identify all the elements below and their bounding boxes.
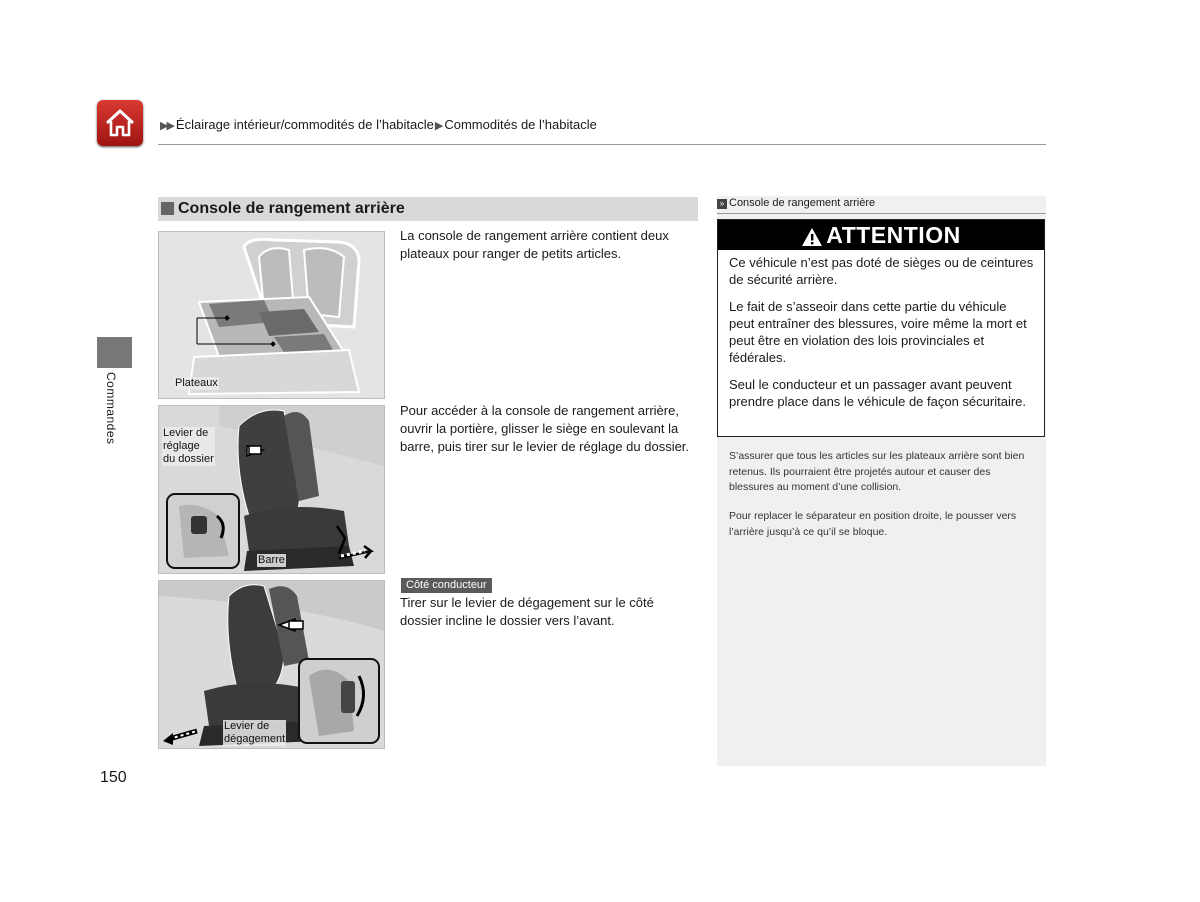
label-barre: Barre bbox=[258, 554, 285, 566]
reference-arrow-icon: » bbox=[717, 199, 727, 209]
section-title: Console de rangement arrière bbox=[178, 200, 405, 217]
attention-title: ATTENTION bbox=[826, 222, 961, 248]
body-paragraph-2: Pour accéder à la console de rangement arrière, ouvrir la portière, glisser le siège en soulevant la barre, puis tirer sur le levier de réglage du dossier. bbox=[400, 403, 690, 454]
breadcrumb-arrow-icon: ▶▶ bbox=[160, 120, 173, 132]
warning-triangle-icon bbox=[801, 227, 823, 247]
header-divider bbox=[158, 144, 1046, 145]
breadcrumb-link-commodites[interactable]: Commodités de l’habitacle bbox=[444, 117, 597, 132]
sidebar-note-2: Pour replacer le séparateur en position droite, le pousser vers l’arrière jusqu’à ce qu’il se bloque. bbox=[729, 510, 1017, 538]
attention-paragraph-1: Ce véhicule n’est pas doté de sièges ou de ceintures de sécurité arrière. bbox=[729, 255, 1034, 287]
figure-seat-slide bbox=[158, 405, 385, 574]
home-icon bbox=[104, 107, 136, 139]
label-levier-reglage: Levier de réglage du dossier bbox=[163, 427, 214, 465]
chapter-tab-label: Commandes bbox=[104, 372, 118, 445]
rear-seat-illustration bbox=[159, 232, 384, 398]
breadcrumb-link-eclairage[interactable]: Éclairage intérieur/commodités de l’habitacle bbox=[175, 117, 434, 132]
home-button[interactable] bbox=[97, 100, 143, 146]
label-plateaux: Plateaux bbox=[175, 377, 218, 389]
driver-side-tag: Côté conducteur bbox=[401, 578, 492, 593]
figure-rear-trays bbox=[158, 231, 385, 399]
breadcrumb-arrow-icon: ▶ bbox=[434, 120, 442, 132]
body-paragraph-1: La console de rangement arrière contient deux plateaux pour ranger de petits articles. bbox=[400, 228, 669, 261]
label-levier-degagement: Levier de dégagement bbox=[224, 720, 286, 745]
sidebar-ref-title[interactable]: Console de rangement arrière bbox=[729, 197, 876, 209]
sidebar-note-1: S’assurer que tous les articles sur les plateaux arrière sont bien retenus. Ils pourraient être projetés autour et causer des blessures au moment d’une collision. bbox=[729, 450, 1025, 493]
attention-paragraph-2: Le fait de s’asseoir dans cette partie du véhicule peut entraîner des blessures, voire même la mort et peut être en violation des lois provinciales et fédérales. bbox=[729, 299, 1027, 365]
section-square-icon bbox=[161, 202, 174, 215]
body-paragraph-3: Tirer sur le levier de dégagement sur le côté dossier incline le dossier vers l’avant. bbox=[400, 595, 654, 628]
breadcrumb bbox=[160, 117, 597, 132]
chapter-tab-marker bbox=[97, 337, 132, 368]
figure-backrest-release bbox=[158, 580, 385, 749]
page-number: 150 bbox=[100, 769, 127, 786]
attention-paragraph-3: Seul le conducteur et un passager avant peuvent prendre place dans le véhicule de façon sécuritaire. bbox=[729, 377, 1027, 409]
attention-header bbox=[718, 220, 1044, 250]
